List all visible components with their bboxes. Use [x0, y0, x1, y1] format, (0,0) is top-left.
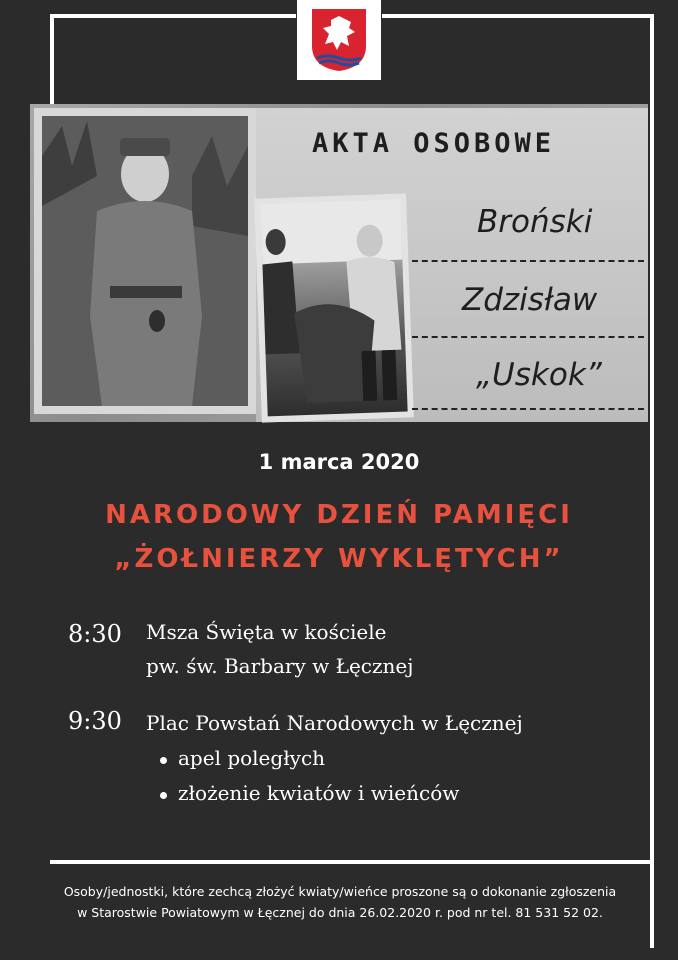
- file-title: AKTA OSOBOWE: [312, 128, 556, 159]
- schedule-bullet-item: [160, 781, 459, 805]
- schedule-line: Plac Powstań Narodowych w Łęcznej: [146, 711, 523, 735]
- frame-line-top-left: [50, 14, 296, 18]
- dashed-line: [412, 408, 644, 410]
- first-name-text: Zdzisław: [462, 282, 598, 318]
- headline-line-2: „ŻOŁNIERZY WYKLĘTYCH”: [114, 544, 564, 574]
- dashed-line: [412, 336, 644, 338]
- bullet-text: złożenie kwiatów i wieńców: [178, 781, 460, 805]
- surname-text: Broński: [477, 204, 593, 240]
- footer-note-line-1: Osoby/jednostki, które zechcą złożyć kwiaty/wieńce proszone są o dokonanie zgłoszenia: [63, 884, 617, 899]
- nickname-text: „Uskok”: [476, 357, 602, 393]
- schedule-bullet-item: [160, 746, 325, 770]
- footer-note-line-2: w Starostwie Powiatowym w Łęcznej do dnia 26.02.2020 r. pod nr tel. 81 531 52 02.: [77, 905, 603, 920]
- portrait-photo: [34, 108, 256, 414]
- dashed-line: [412, 260, 644, 262]
- frame-line-left: [50, 14, 54, 104]
- schedule-line: pw. św. Barbary w Łęcznej: [146, 654, 414, 678]
- bullet-text: apel poległych: [178, 746, 326, 770]
- frame-line-bottom: [50, 860, 654, 864]
- group-photo: [254, 193, 414, 422]
- headline-line-1: NARODOWY DZIEŃ PAMIĘCI: [105, 500, 573, 530]
- frame-line-right: [650, 14, 654, 948]
- schedule-line: Msza Święta w kościele: [146, 620, 387, 644]
- event-date: 1 marca 2020: [258, 450, 420, 474]
- schedule-time: 9:30: [68, 707, 122, 735]
- frame-line-top-right: [382, 14, 654, 18]
- schedule-time: 8:30: [68, 620, 122, 648]
- coat-of-arms-icon: [297, 0, 381, 80]
